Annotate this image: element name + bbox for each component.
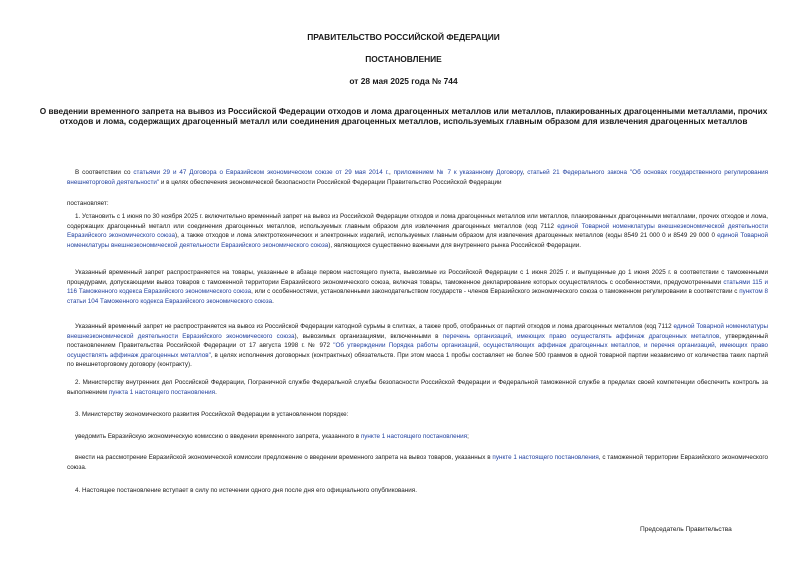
paragraph-text: ), вывозимых организациями, включенными в [294,332,443,340]
paragraph-text: , в целях исполнения договорных (контрактных) обязательств. При этом масса 1 пробы составляет не более 500 граммов в одной товарной партии независимо от количества таких партий по внешнеторговому договору (контракту). [67,351,768,369]
paragraph-4: 4. Настоящее постановление вступает в силу по истечении одного дня после дня его официального опубликования. [75,487,417,494]
paragraph-3-1 [67,432,768,442]
paragraph-1-2 [67,268,768,306]
link-treaty-annex[interactable]: приложением № 7 к указанному Договору [393,169,523,176]
resolves-label: постановляет: [67,200,109,207]
paragraph-3-2 [67,453,768,472]
paragraph-text: ), а также отходов и лома электротехнических и электронных изделий, используемых главным образом для извлечения драгоценных металлов (коды 8549 21 000 0 и 8549 29 000 0 [175,232,718,240]
preamble-text: В соответствии со [75,169,134,176]
paragraph-text: , утвержденный постановлением Правительства Российской Федерации от 17 августа 1998 г. № 972 [67,332,768,350]
paragraph-text: , с таможенной территории Евразийского экономического союза. [67,454,768,471]
paragraph-text: , или с особенностями, установленными законодательством государств - членов Евразийского экономического союза о таможенном регулировании в соответствии с [251,288,740,296]
link-affinage-procedure[interactable]: "Об утверждении Порядка работы организаций, осуществляющих аффинаж драгоценных металлов, и перечня организаций, имеющих право осуществлять аффинаж драгоценных металлов" [67,342,768,359]
issuing-authority: ПРАВИТЕЛЬСТВО РОССИЙСКОЙ ФЕДЕРАЦИИ [307,32,500,42]
link-federal-law-article[interactable]: статьей 21 Федерального закона "Об основах государственного регулирования внешнеторговой деятельности" [67,169,768,186]
link-affinage-list[interactable]: перечень организаций, имеющих право осуществлять аффинаж драгоценных металлов [442,332,720,340]
link-clause-1[interactable]: пункте 1 настоящего постановления [360,433,468,440]
preamble-text: и в целях обеспечения экономической безопасности Российской Федерации Правительство Российской Федерации [159,178,502,186]
preamble-text: , [522,169,528,176]
paragraph-text: 2. Министерству внутренних дел Российской Федерации, Пограничной службе Федеральной службы безопасности Российской Федерации и Федеральной таможенной службе в пределах своей компетенции обеспечить контроль за выполнением [67,379,768,396]
document-date-number: от 28 мая 2025 года № 744 [349,76,458,86]
paragraph-text: Указанный временный запрет распространяется на товары, указанные в абзаце первом настоящего пункта, вывозимые из Российской Федерации с 1 июня 2025 г. и выпущенные до 1 июня 2025 г. в соответствии с таможенными процедурами, допускающими вывоз товаров с таможенной территории Евразийского экономического союза, включая товары, таможенное декларирование которых осуществлялось с особенностями, предусмотренными [67,269,768,286]
paragraph-1-3 [67,322,768,370]
signature-line: Председатель Правительства [640,526,732,533]
preamble-text: , [388,169,394,176]
link-tn-ved[interactable]: единой Товарной номенклатуры внешнеэкономической деятельности Евразийского экономического союза [67,222,768,240]
link-customs-code-articles[interactable]: статьями 115 и 116 Таможенного кодекса Евразийского экономического союза [67,278,768,296]
paragraph-text: Указанный временный запрет не распространяется на вывоз из Российской Федерации катодной сурьмы в слитках, а также проб, отобранных от партий отходов и лома драгоценных металлов (код 7112 [75,323,674,330]
paragraph-text: . [272,297,274,305]
paragraph-text: . [215,388,217,396]
link-tn-ved[interactable]: единой Товарной номенклатуры внешнеэкономической деятельности Евразийского экономического союза [67,323,768,340]
document-type: ПОСТАНОВЛЕНИЕ [365,54,442,64]
paragraph-1 [67,212,768,250]
paragraph-text: 1. Установить с 1 июня по 30 ноября 2025 г. включительно временный запрет на вывоз из Российской Федерации отходов и лома драгоценных металлов или металлов, плакированных драгоценными металлами, прочих отходов и лома, содержащих драгоценный металл или соединения драгоценных металлов, используемых главным образом для извлечения драгоценных металлов (код 7112 [67,213,768,230]
link-treaty-articles[interactable]: статьями 29 и 47 Договора о Евразийском экономическом союзе от 29 мая 2014 г. [133,169,389,176]
paragraph-text: уведомить Евразийскую экономическую комиссию о введении временного запрета, указанного в [75,433,361,440]
paragraph-text: ), являющихся существенно важными для внутреннего рынка Российской Федерации. [328,241,582,249]
link-tn-ved[interactable]: единой Товарной номенклатуры внешнеэкономической деятельности Евразийского экономического союза [67,232,768,249]
paragraph-text: внести на рассмотрение Евразийской экономической комиссии предложение о введении временного запрета на вывоз товаров, указанных в [75,454,493,461]
link-clause-1[interactable]: пункта 1 настоящего постановления [108,388,216,396]
link-customs-code-article-104[interactable]: пунктом 8 статьи 104 Таможенного кодекса Евразийского экономического союза [67,288,768,305]
link-clause-1[interactable]: пункте 1 настоящего постановления [492,454,599,461]
paragraph-2 [67,378,768,397]
paragraph-3: 3. Министерству экономического развития Российской Федерации в установленном порядке: [75,411,349,418]
paragraph-text: ; [467,433,469,440]
preamble [67,168,768,187]
document-title: О введении временного запрета на вывоз из Российской Федерации отходов и лома драгоценных металлов или металлов, плакированных драгоценными металлами, прочих отходов и лома, содержащих драгоценный металл или соединения драгоценных металлов, используемых главным образом для извлечения драгоценных металлов [39,106,768,127]
